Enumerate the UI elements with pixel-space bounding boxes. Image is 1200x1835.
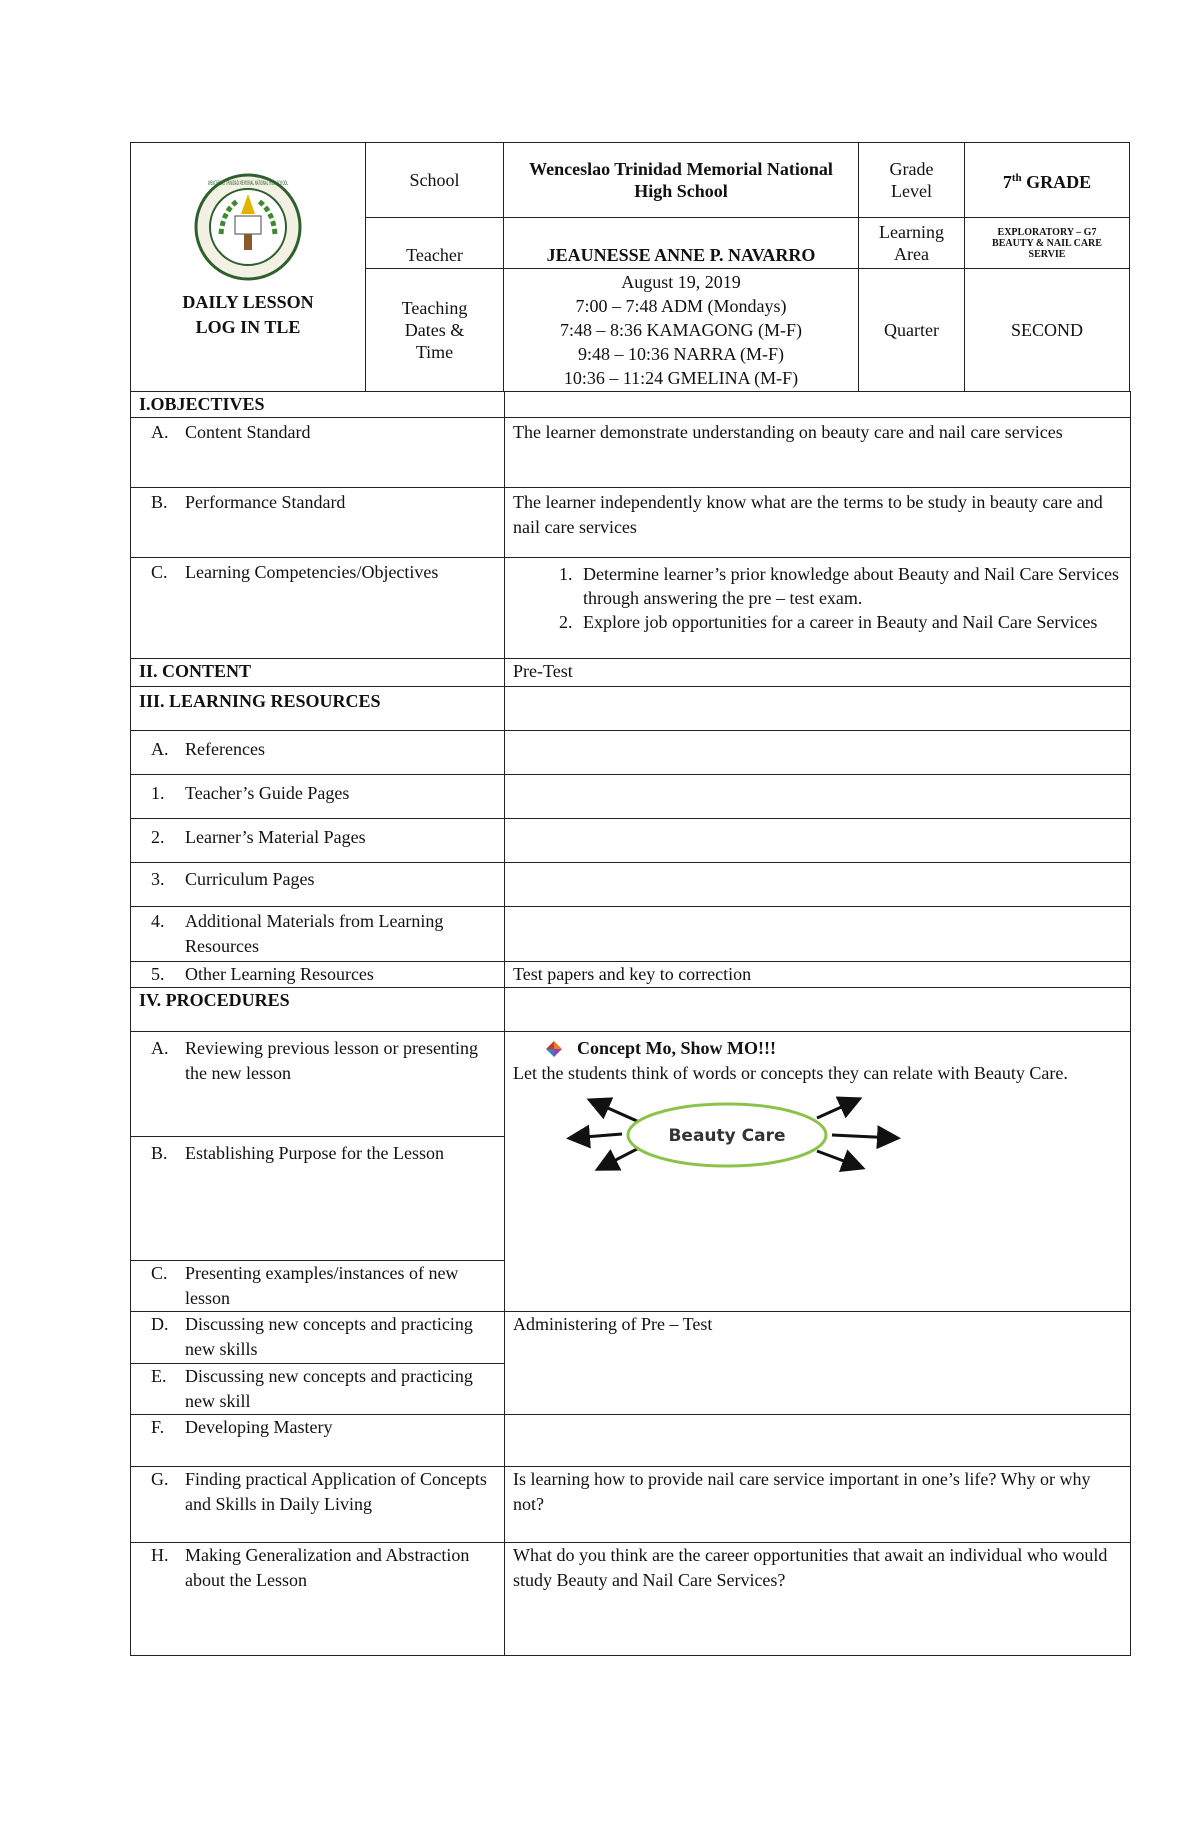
- teacher-label-text: Teacher: [406, 245, 463, 265]
- resource-row-4: [131, 907, 1131, 962]
- lesson-log-sheet: [130, 142, 1130, 1656]
- resource-1-text: Teacher’s Guide Pages: [185, 783, 350, 803]
- procedure-f-value: [505, 1415, 1131, 1467]
- activity-title-line: [513, 1036, 1122, 1061]
- procedure-b-letter: B.: [151, 1143, 168, 1163]
- grade-suffix: th: [1011, 172, 1022, 184]
- performance-standard-label-cell: [131, 488, 505, 558]
- competencies-value: [505, 558, 1131, 659]
- performance-standard-letter: B.: [151, 492, 168, 512]
- grade-value-line: [1003, 167, 1091, 193]
- resource-2-label-cell: [131, 819, 505, 863]
- procedure-d-row: [131, 1312, 1131, 1364]
- resource-2-value: [505, 819, 1131, 863]
- procedure-a-label-cell: [131, 1032, 505, 1137]
- resource-1-value: [505, 775, 1131, 819]
- objectives-heading-row: [131, 392, 1131, 418]
- resource-5-label: [139, 962, 496, 987]
- procedure-h-letter: H.: [151, 1545, 169, 1565]
- teaching-schedule: [503, 268, 859, 392]
- objectives-heading: I.OBJECTIVES: [131, 392, 505, 418]
- grade-number: 7: [1002, 172, 1012, 192]
- competency-item-1: 1. Determine learner’s prior knowledge about Beauty and Nail Care Services through answering the pre – test exam.: [577, 562, 1122, 610]
- competencies-list: [505, 562, 1122, 634]
- procedure-c-label: [139, 1261, 496, 1311]
- procedure-c-text: Presenting examples/instances of new lesson: [185, 1263, 459, 1308]
- procedure-b-label: [139, 1141, 496, 1166]
- content-standard-label-cell: [131, 418, 505, 488]
- resource-3-label-cell: [131, 863, 505, 907]
- schedule-line-2: 7:00 – 7:48 ADM (Mondays): [575, 296, 787, 316]
- schedule-line-5: 10:36 – 11:24 GMELINA (M-F): [563, 368, 799, 388]
- procedures-heading: IV. PROCEDURES: [131, 988, 505, 1032]
- resource-4-value: [505, 907, 1131, 962]
- competencies-label-cell: [131, 558, 505, 659]
- procedure-g-value: Is learning how to provide nail care service important in one’s life? Why or why not?: [505, 1467, 1131, 1543]
- schedule-line-4: 9:48 – 10:36 NARRA (M-F): [577, 344, 784, 364]
- resource-2-text: Learner’s Material Pages: [185, 827, 366, 847]
- procedure-f-row: [131, 1415, 1131, 1467]
- competencies-label: [139, 560, 496, 585]
- procedure-c-letter: C.: [151, 1263, 168, 1283]
- procedure-b-text: Establishing Purpose for the Lesson: [185, 1143, 444, 1163]
- seal-ring-text: WENCESLAO TRINIDAD MEMORIAL NATIONAL HIGH SCHOOL: [208, 180, 289, 187]
- resource-1-num: 1.: [151, 783, 165, 803]
- performance-standard-text: Performance Standard: [185, 492, 346, 512]
- references-label-cell: [131, 731, 505, 775]
- performance-standard-label: [139, 490, 496, 515]
- content-row: [131, 659, 1131, 687]
- procedure-a-row: [131, 1032, 1131, 1137]
- diamond-bullet-icon: [545, 1040, 563, 1058]
- learning-area-value: [964, 217, 1130, 269]
- quarter-label: [858, 268, 965, 392]
- procedure-h-text: Making Generalization and Abstraction about the Lesson: [185, 1545, 470, 1590]
- resource-row-5: [131, 962, 1131, 988]
- procedure-f-label-cell: [131, 1415, 505, 1467]
- content-standard-text: Content Standard: [185, 422, 311, 442]
- references-row: [131, 731, 1131, 775]
- school-name-text: Wenceslao Trinidad Memorial National High School: [529, 159, 833, 201]
- concept-map-diagram: [565, 1094, 905, 1194]
- procedure-h-row: [131, 1543, 1131, 1656]
- procedure-d-text: Discussing new concepts and practicing new skills: [185, 1314, 473, 1359]
- content-heading: II. CONTENT: [131, 659, 505, 687]
- references-text: References: [185, 739, 265, 759]
- procedure-g-label-cell: [131, 1467, 505, 1543]
- concept-map-center-label: Beauty Care: [668, 1126, 786, 1146]
- activity-title: Concept Mo, Show MO!!!: [577, 1038, 776, 1058]
- procedure-e-label-cell: [131, 1364, 505, 1415]
- resource-2-label: [139, 825, 496, 850]
- content-standard-letter: A.: [151, 422, 169, 442]
- resource-5-label-cell: [131, 962, 505, 988]
- resource-row-2: [131, 819, 1131, 863]
- procedure-d-label-cell: [131, 1312, 505, 1364]
- procedure-g-letter: G.: [151, 1469, 169, 1489]
- grade-level-label-text: Grade Level: [889, 159, 934, 201]
- procedure-b-label-cell: [131, 1137, 505, 1261]
- grade-word: GRADE: [1026, 172, 1092, 192]
- grade-value: [964, 142, 1130, 218]
- teaching-dates-label: [365, 268, 504, 392]
- procedure-d-label: [139, 1312, 496, 1362]
- header-block: [130, 142, 1130, 392]
- schedule-line-3: 7:48 – 8:36 KAMAGONG (M-F): [560, 320, 802, 340]
- resource-5-num: 5.: [151, 964, 165, 984]
- references-empty: [505, 731, 1131, 775]
- teaching-dates-label-text: Teaching Dates & Time: [401, 298, 468, 362]
- procedure-f-text: Developing Mastery: [185, 1417, 333, 1437]
- grade-level-label: [858, 142, 965, 218]
- resource-2-num: 2.: [151, 827, 165, 847]
- resource-row-3: [131, 863, 1131, 907]
- learning-area-value-text: EXPLORATORY – G7 BEAUTY & NAIL CARE SERVIE: [992, 226, 1102, 260]
- procedure-e-text: Discussing new concepts and practicing new skill: [185, 1366, 473, 1411]
- content-standard-row: [131, 418, 1131, 488]
- lesson-table: [130, 391, 1131, 1656]
- resource-3-value: [505, 863, 1131, 907]
- resource-3-text: Curriculum Pages: [185, 869, 315, 889]
- schedule-line-1: August 19, 2019: [621, 272, 741, 292]
- resource-4-label: [139, 909, 496, 959]
- school-name: [503, 142, 859, 218]
- competency-item-2: 2. Explore job opportunities for a career in Beauty and Nail Care Services: [577, 610, 1122, 634]
- procedure-f-letter: F.: [151, 1417, 165, 1437]
- procedure-c-label-cell: [131, 1261, 505, 1312]
- procedure-h-label-cell: [131, 1543, 505, 1656]
- content-value: Pre-Test: [505, 659, 1131, 687]
- procedure-g-label: [139, 1467, 496, 1517]
- teacher-label: [365, 217, 504, 269]
- resources-heading-row: [131, 687, 1131, 731]
- procedure-abc-value: [505, 1032, 1131, 1312]
- quarter-value-text: SECOND: [1010, 320, 1083, 340]
- quarter-value: [964, 268, 1130, 392]
- activity-text: Let the students think of words or concepts they can relate with Beauty Care.: [513, 1063, 1068, 1083]
- procedures-heading-row: [131, 988, 1131, 1032]
- resource-4-num: 4.: [151, 911, 165, 931]
- procedure-a-label: [139, 1036, 496, 1086]
- resource-4-text: Additional Materials from Learning Resources: [185, 911, 444, 956]
- learning-area-label-text: Learning Area: [879, 222, 944, 264]
- references-label: [139, 737, 496, 762]
- school-label-text: School: [409, 170, 460, 190]
- teacher-name-text: JEAUNESSE ANNE P. NAVARRO: [546, 245, 816, 265]
- objectives-heading-empty: [505, 392, 1131, 418]
- procedure-g-row: [131, 1467, 1131, 1543]
- procedure-d-letter: D.: [151, 1314, 169, 1334]
- resource-5-text: Other Learning Resources: [185, 964, 374, 984]
- learning-area-label: [858, 217, 965, 269]
- resources-heading: III. LEARNING RESOURCES: [131, 687, 505, 731]
- school-seal-icon: [193, 172, 303, 282]
- resource-row-1: [131, 775, 1131, 819]
- resource-3-label: [139, 867, 496, 892]
- procedure-f-label: [139, 1415, 496, 1440]
- content-standard-value: The learner demonstrate understanding on beauty care and nail care services: [505, 418, 1131, 488]
- procedure-h-value: What do you think are the career opportunities that await an individual who would study Beauty and Nail Care Services?: [505, 1543, 1131, 1656]
- references-letter: A.: [151, 739, 169, 759]
- competencies-text: Learning Competencies/Objectives: [185, 562, 439, 582]
- performance-standard-value: The learner independently know what are the terms to be study in beauty care and nail care services: [505, 488, 1131, 558]
- resource-3-num: 3.: [151, 869, 165, 889]
- log-title-line1: DAILY LESSON: [182, 292, 314, 312]
- procedure-a-letter: A.: [151, 1038, 169, 1058]
- resources-heading-empty: [505, 687, 1131, 731]
- title-cell: [130, 142, 366, 392]
- procedures-heading-empty: [505, 988, 1131, 1032]
- procedure-e-label: [139, 1364, 496, 1414]
- procedure-a-text: Reviewing previous lesson or presenting the new lesson: [185, 1038, 478, 1083]
- competencies-row: [131, 558, 1131, 659]
- procedure-e-letter: E.: [151, 1366, 167, 1386]
- procedure-g-text: Finding practical Application of Concepts and Skills in Daily Living: [185, 1469, 487, 1514]
- teacher-name: [503, 217, 859, 269]
- competencies-letter: C.: [151, 562, 168, 582]
- school-label: [365, 142, 504, 218]
- resource-1-label-cell: [131, 775, 505, 819]
- resource-4-label-cell: [131, 907, 505, 962]
- content-standard-label: [139, 420, 496, 445]
- log-title-line2: LOG IN TLE: [195, 317, 301, 337]
- procedure-de-value: Administering of Pre – Test: [505, 1312, 1131, 1415]
- resource-5-value: Test papers and key to correction: [505, 962, 1131, 988]
- quarter-label-text: Quarter: [884, 320, 939, 340]
- procedure-h-label: [139, 1543, 496, 1593]
- resource-1-label: [139, 781, 496, 806]
- performance-standard-row: [131, 488, 1131, 558]
